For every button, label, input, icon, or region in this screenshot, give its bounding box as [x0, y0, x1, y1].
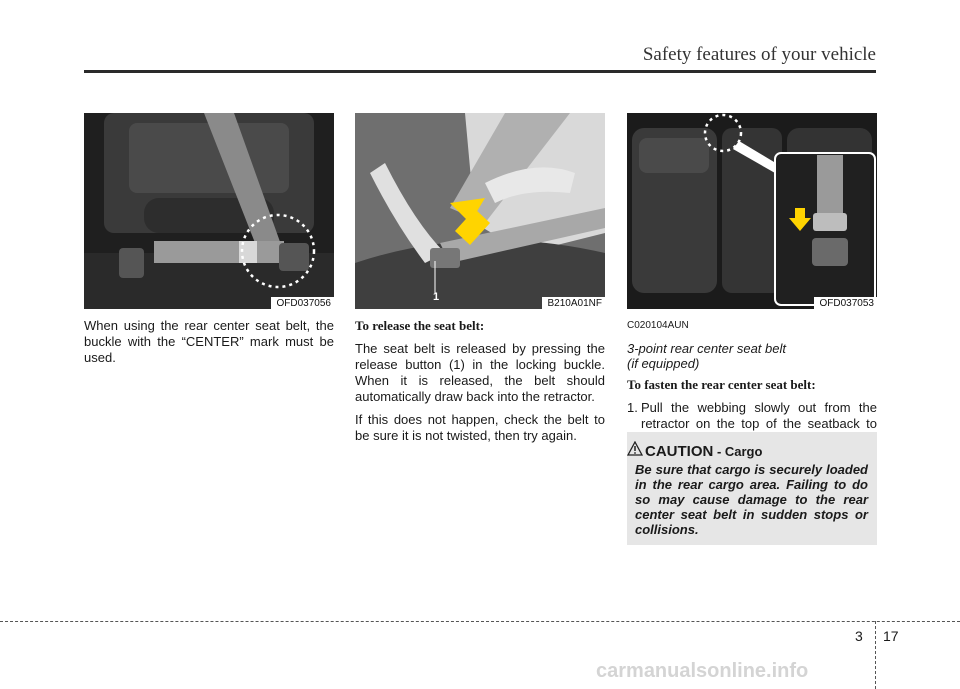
figure-center-buckle — [84, 113, 334, 309]
figure-rear-center-belt — [627, 113, 877, 309]
figure-code: OFD037053 — [814, 297, 877, 309]
header-rule — [84, 70, 876, 73]
release-para-1: The seat belt is released by pressing the release button (1) in the locking buckle. When it is released, the belt should automatically draw back into the retractor. — [355, 341, 605, 404]
watermark: carmanualsonline.info — [596, 660, 809, 682]
caution-text: Be sure that cargo is securely loaded in the rear cargo area. Failing to do so may cause damage to the rear center seat belt in sudden stops or collisions. — [635, 462, 868, 537]
section-heading-line-1: 3-point rear center seat belt — [627, 341, 786, 356]
footer-rule — [0, 621, 960, 622]
section-heading-line-2: (if equipped) — [627, 356, 700, 371]
footer-divider — [875, 621, 876, 689]
warning-icon — [627, 441, 643, 456]
caution-subject: - Cargo — [713, 444, 763, 459]
caution-label: CAUTION — [645, 443, 714, 460]
step-text: Pull the webbing slowly out from the retractor on the top of the seatback to — [641, 400, 877, 431]
figure-release-belt — [355, 113, 605, 309]
fasten-heading: To fasten the rear center seat belt: — [627, 377, 816, 392]
column-1 — [84, 318, 334, 373]
section-heading — [627, 341, 877, 371]
release-heading: To release the seat belt: — [355, 318, 485, 333]
section-title: Safety features of your vehicle — [642, 44, 876, 65]
step-number: 1. — [627, 400, 638, 415]
callout-number: 1 — [433, 291, 440, 303]
figure-code: OFD037056 — [271, 297, 334, 309]
caution-title — [645, 443, 762, 460]
caution-box — [627, 432, 877, 545]
column-2 — [355, 318, 605, 451]
section-code: C020104AUN — [627, 320, 689, 331]
chapter-number: 3 — [855, 628, 863, 644]
figure-code: B210A01NF — [542, 297, 605, 309]
column-3 — [627, 318, 877, 448]
release-para-2: If this does not happen, check the belt to be sure it is not twisted, then try again. — [355, 412, 605, 443]
page-number: 17 — [883, 628, 899, 644]
center-buckle-text: When using the rear center seat belt, the buckle with the “CENTER” mark must be used. — [84, 318, 334, 365]
